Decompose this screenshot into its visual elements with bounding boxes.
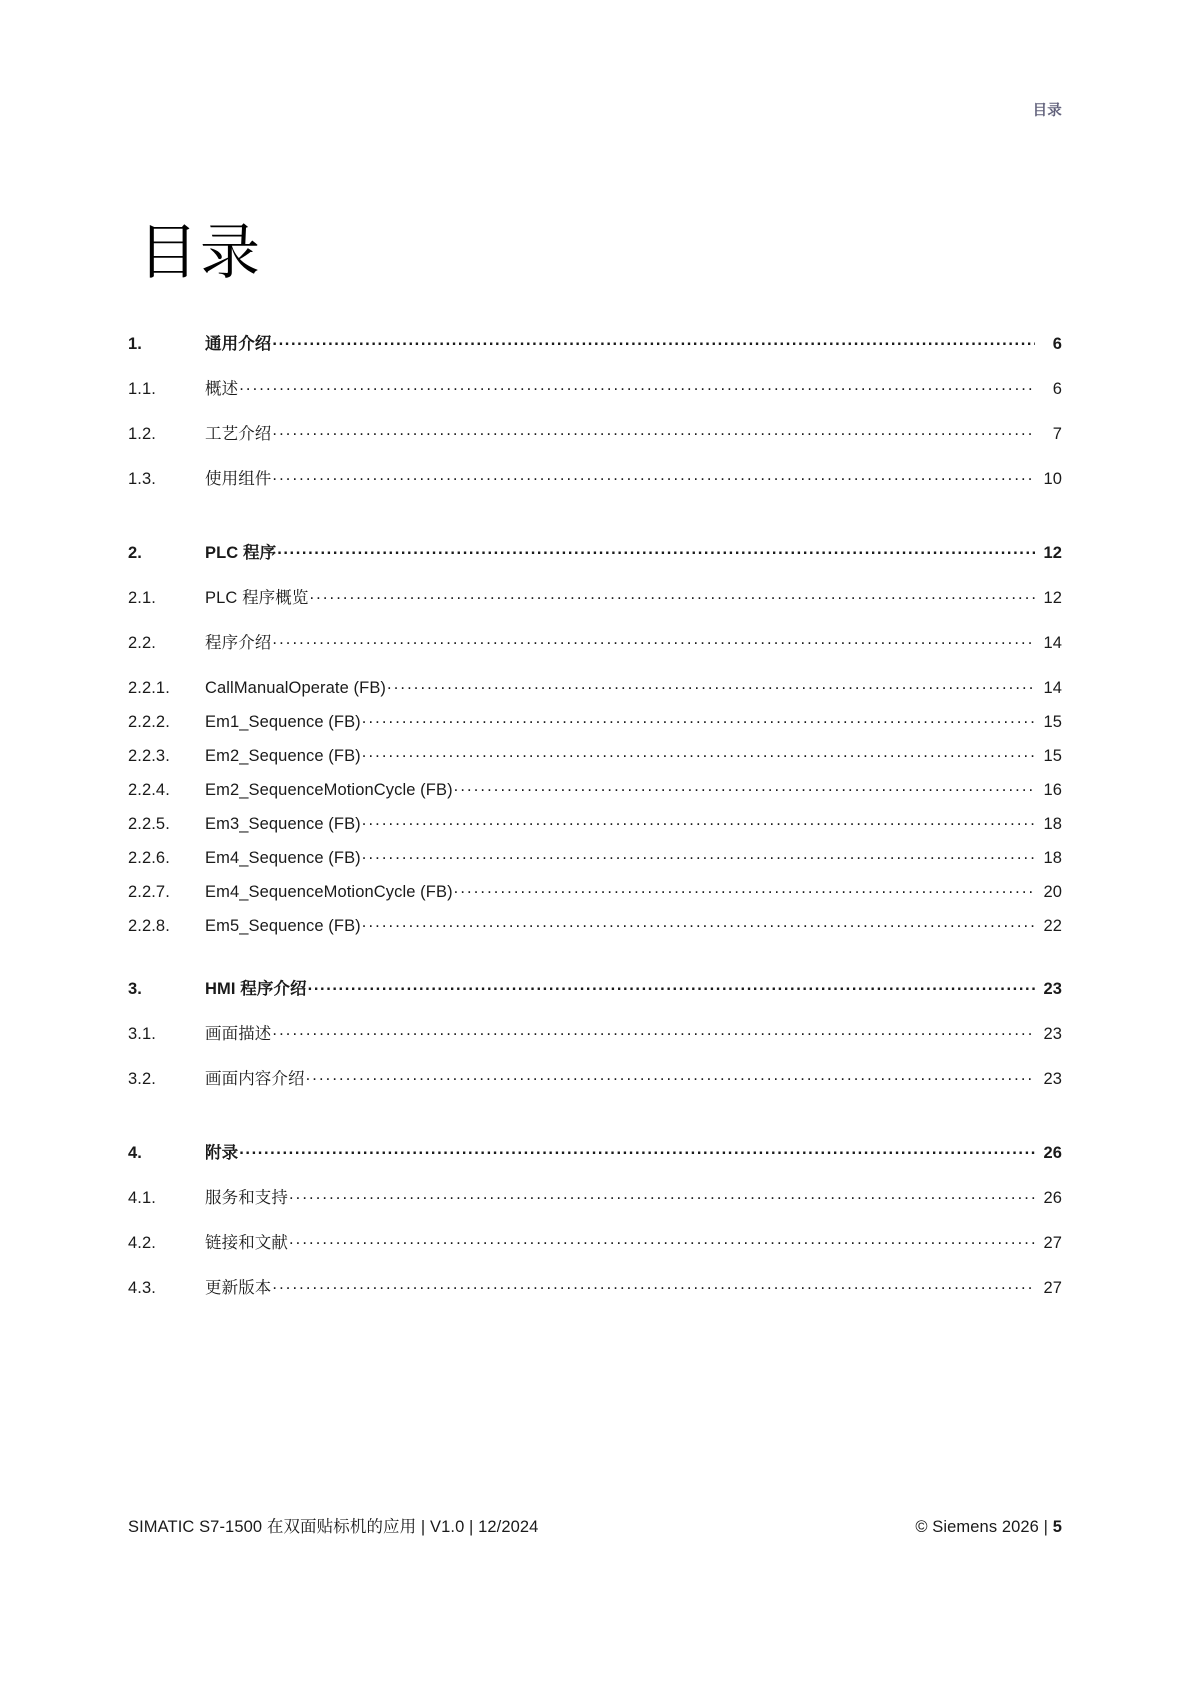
toc-leader-dots	[272, 467, 1035, 484]
toc-entry-page: 26	[1043, 1143, 1062, 1162]
toc-entry-page: 6	[1052, 379, 1062, 398]
toc-entry[interactable]	[128, 1231, 1062, 1276]
running-header: 目录	[1032, 103, 1062, 119]
toc-entry-number: 4.1.	[128, 1188, 156, 1207]
toc-entry-page: 16	[1043, 780, 1062, 799]
toc-entry-number: 2.2.8.	[128, 916, 170, 935]
toc-entry-number: 1.3.	[128, 469, 156, 488]
toc-leader-dots	[362, 914, 1035, 931]
toc-entry[interactable]	[128, 1186, 1062, 1231]
toc-entry[interactable]	[128, 778, 1062, 812]
toc-leader-dots	[239, 1141, 1035, 1158]
toc-entry-label: 工艺介绍	[205, 424, 272, 443]
toc-entry-label: Em4_Sequence (FB)	[205, 848, 361, 867]
toc-entry-number: 2.2.3.	[128, 746, 170, 765]
toc-entry-page: 14	[1043, 633, 1062, 652]
toc-leader-dots	[308, 977, 1035, 994]
toc-entry-page: 10	[1043, 469, 1062, 488]
toc-entry[interactable]	[128, 541, 1062, 586]
toc-leader-dots	[454, 778, 1035, 795]
toc-entry-number: 4.3.	[128, 1278, 156, 1297]
toc-entry-number: 4.2.	[128, 1233, 156, 1252]
toc-entry-label: 更新版本	[205, 1278, 272, 1297]
toc-entry-label: CallManualOperate (FB)	[205, 678, 387, 697]
toc-entry-number: 1.	[128, 334, 142, 353]
toc-entry-page: 23	[1043, 1069, 1062, 1088]
toc-entry-label: Em2_Sequence (FB)	[205, 746, 361, 765]
toc-entry[interactable]	[128, 676, 1062, 710]
toc-entry[interactable]	[128, 710, 1062, 744]
toc-entry-label: Em2_SequenceMotionCycle (FB)	[205, 780, 453, 799]
toc-entry-label: PLC 程序概览	[205, 588, 309, 607]
footer-page-number: 5	[1052, 1517, 1062, 1536]
toc-entry[interactable]	[128, 977, 1062, 1022]
toc-entry[interactable]	[128, 1022, 1062, 1067]
toc-entry-number: 3.1.	[128, 1024, 156, 1043]
toc-entry[interactable]	[128, 631, 1062, 676]
toc-entry-page: 18	[1043, 848, 1062, 867]
toc-leader-dots	[272, 631, 1035, 648]
toc-entry[interactable]	[128, 1141, 1062, 1186]
toc-entry[interactable]	[128, 1067, 1062, 1112]
toc-leader-dots	[239, 377, 1035, 394]
footer-document-info: SIMATIC S7-1500 在双面贴标机的应用 | V1.0 | 12/2024	[128, 1517, 539, 1536]
toc-entry[interactable]	[128, 422, 1062, 467]
toc-entry-number: 1.2.	[128, 424, 156, 443]
toc-entry-number: 3.	[128, 979, 142, 998]
toc-entry-number: 2.2.1.	[128, 678, 170, 697]
toc-entry[interactable]	[128, 914, 1062, 948]
toc-entry-label: 概述	[205, 379, 239, 398]
page-title: 目录	[138, 219, 262, 287]
toc-entry-number: 4.	[128, 1143, 142, 1162]
toc-entry[interactable]	[128, 744, 1062, 778]
toc-entry-number: 2.2.4.	[128, 780, 170, 799]
toc-entry-label: Em4_SequenceMotionCycle (FB)	[205, 882, 453, 901]
toc-entry[interactable]	[128, 1276, 1062, 1321]
toc-leader-dots	[306, 1067, 1035, 1084]
toc-entry-label: 附录	[205, 1143, 239, 1162]
toc-entry-page: 12	[1043, 543, 1062, 562]
toc-entry-page: 15	[1043, 746, 1062, 765]
toc-entry-number: 2.1.	[128, 588, 156, 607]
toc-leader-dots	[362, 846, 1035, 863]
toc-entry-number: 2.	[128, 543, 142, 562]
toc-entry-page: 6	[1052, 334, 1062, 353]
toc-entry-number: 3.2.	[128, 1069, 156, 1088]
toc-entry-label: 链接和文献	[205, 1233, 288, 1252]
toc-entry-label: Em1_Sequence (FB)	[205, 712, 361, 731]
toc-leader-dots	[289, 1186, 1035, 1203]
toc-entry-page: 12	[1043, 588, 1062, 607]
toc-leader-dots	[454, 880, 1035, 897]
toc-leader-dots	[387, 676, 1035, 693]
toc-entry[interactable]	[128, 880, 1062, 914]
toc-entry-number: 2.2.	[128, 633, 156, 652]
toc-entry-label: Em3_Sequence (FB)	[205, 814, 361, 833]
toc-entry-page: 18	[1043, 814, 1062, 833]
page-footer	[128, 1519, 1062, 1536]
toc-entry[interactable]	[128, 812, 1062, 846]
toc-entry-label: PLC 程序	[205, 543, 277, 562]
toc-entry-number: 1.1.	[128, 379, 156, 398]
toc-leader-dots	[362, 812, 1035, 829]
toc-entry-number: 2.2.2.	[128, 712, 170, 731]
toc-entry[interactable]	[128, 586, 1062, 631]
toc-leader-dots	[272, 1022, 1035, 1039]
toc-leader-dots	[277, 541, 1035, 558]
toc-entry-page: 22	[1043, 916, 1062, 935]
toc-entry[interactable]	[128, 332, 1062, 377]
toc-entry-label: 服务和支持	[205, 1188, 288, 1207]
toc-entry-label: 画面描述	[205, 1024, 272, 1043]
toc-entry-label: 画面内容介绍	[205, 1069, 305, 1088]
toc-entry-page: 15	[1043, 712, 1062, 731]
toc-entry-label: 程序介绍	[205, 633, 272, 652]
toc-leader-dots	[362, 744, 1035, 761]
toc-entry-page: 27	[1043, 1278, 1062, 1297]
toc-leader-dots	[272, 422, 1035, 439]
toc-entry-label: 使用组件	[205, 469, 272, 488]
table-of-contents	[128, 332, 1062, 1321]
footer-copyright-text: © Siemens 2026 |	[915, 1517, 1053, 1536]
toc-entry-label: Em5_Sequence (FB)	[205, 916, 361, 935]
toc-entry-number: 2.2.6.	[128, 848, 170, 867]
footer-copyright	[915, 1519, 1062, 1536]
toc-entry[interactable]	[128, 377, 1062, 422]
toc-entry-label: HMI 程序介绍	[205, 979, 307, 998]
toc-entry-number: 2.2.5.	[128, 814, 170, 833]
toc-entry-page: 23	[1043, 1024, 1062, 1043]
toc-leader-dots	[309, 586, 1035, 603]
toc-leader-dots	[272, 1276, 1035, 1293]
toc-entry[interactable]	[128, 846, 1062, 880]
toc-entry-page: 27	[1043, 1233, 1062, 1252]
toc-entry-page: 14	[1043, 678, 1062, 697]
toc-entry-page: 7	[1052, 424, 1062, 443]
toc-leader-dots	[272, 332, 1035, 349]
toc-leader-dots	[362, 710, 1035, 727]
toc-leader-dots	[289, 1231, 1035, 1248]
toc-entry-page: 20	[1043, 882, 1062, 901]
toc-entry[interactable]	[128, 467, 1062, 512]
toc-entry-page: 23	[1043, 979, 1062, 998]
toc-entry-number: 2.2.7.	[128, 882, 170, 901]
toc-entry-label: 通用介绍	[205, 334, 272, 353]
toc-entry-page: 26	[1043, 1188, 1062, 1207]
